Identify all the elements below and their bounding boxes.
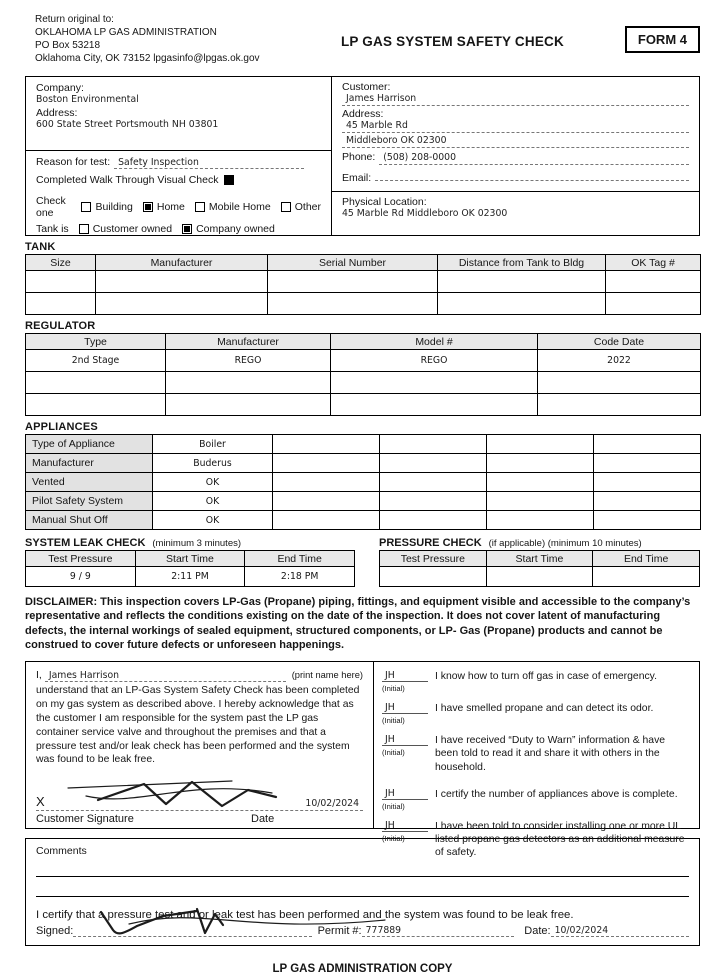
print-name-hint: (print name here) [291,670,363,681]
table-row [380,567,700,587]
table-cell[interactable] [273,492,380,511]
table-cell[interactable] [606,293,701,315]
acknowledgment-left [26,662,373,828]
option-label: Company owned [196,223,275,235]
table-cell[interactable] [26,394,166,416]
initial-hint: (Initial) [382,716,405,726]
initial-value[interactable]: JH [382,702,428,714]
comments-line[interactable] [36,896,689,897]
table-row [26,492,701,511]
appliances-section-label: APPLIANCES [25,421,98,433]
row-label: Vented [26,473,153,492]
table-cell[interactable]: Boiler [153,435,273,454]
row-label: Manual Shut Off [26,511,153,530]
table-cell[interactable] [486,567,593,587]
initial-item [382,820,689,860]
table-row [26,473,701,492]
checkbox-icon [195,202,205,212]
initial-item [382,788,689,812]
table-cell[interactable] [26,293,96,315]
date-label: Date [251,813,275,826]
option-label: Customer owned [92,223,173,235]
parties-box [25,76,700,236]
column-header: Serial Number [268,255,438,271]
table-cell[interactable] [380,511,487,530]
customer-column [331,77,699,235]
table-cell[interactable] [96,271,268,293]
tank-section-label: TANK [25,241,56,253]
return-address-line: OKLAHOMA LP GAS ADMINISTRATION [35,27,217,38]
table-cell[interactable] [594,473,701,492]
row-label: Type of Appliance [26,435,153,454]
table-row [26,435,701,454]
table-row [26,394,701,416]
pressure-check [379,537,700,587]
phone-value[interactable]: (508) 208-0000 [379,152,689,165]
pressure-check-table [379,550,700,587]
initial-statement: I have been told to consider installing one or more UL listed propane gas detectors as an additional measure of safety. [435,820,685,859]
option-label: Home [156,201,185,213]
physical-location [332,191,699,235]
initial-value[interactable]: JH [382,670,428,682]
table-cell[interactable] [606,271,701,293]
table-cell[interactable] [438,271,606,293]
table-cell[interactable] [538,394,701,416]
customer-address-label: Address: [342,108,384,120]
table-row [26,454,701,473]
bottom-date-label: Date: [524,925,551,938]
x-mark: X [36,794,45,810]
table-row [26,293,701,315]
form-number-badge: FORM 4 [625,26,700,53]
table-cell[interactable] [487,435,594,454]
checks-row [25,537,700,587]
inspector-signature-scribble [93,906,393,938]
return-address-line: Oklahoma City, OK 73152 lpgasinfo@lpgas.ok.gov [35,53,260,64]
initial-hint: (Initial) [382,684,405,694]
acknowledgment-body: understand that an LP-Gas System Safety Check has been completed on my gas system as described above. I hereby acknowledge that as the customer I am responsible for the system past the LP gas container service valve and throughout the premises and that a pressure test and/or leak check has been performed and the system was found to be leak free. [36,685,360,766]
table-cell[interactable] [380,435,487,454]
physical-location-label: Physical Location: [342,196,427,208]
table-row [26,271,701,293]
table-cell[interactable]: 2:18 PM [245,567,355,587]
table-cell[interactable] [594,454,701,473]
return-address [35,13,280,65]
table-cell[interactable] [487,511,594,530]
option-customer-owned[interactable] [79,223,172,235]
column-header: Test Pressure [26,551,136,567]
table-header-row [380,551,700,567]
inspector-signature-area[interactable] [73,925,311,937]
initial-statement: I have smelled propane and can detect its odor. [435,703,654,715]
regulator-table [25,333,701,416]
leak-check-subtitle: (minimum 3 minutes) [152,538,242,549]
option-home[interactable] [143,201,185,213]
company-address-label: Address: [36,107,78,119]
table-cell[interactable] [438,293,606,315]
column-header: Model # [331,334,538,350]
customer-signature-area[interactable] [36,779,363,811]
email-value[interactable] [375,168,689,181]
table-cell[interactable]: 2022 [538,350,701,372]
table-row [26,350,701,372]
signed-row [36,925,689,937]
physical-location-value[interactable]: 45 Marble Rd Middleboro OK 02300 [342,208,508,219]
table-cell[interactable]: 9 / 9 [26,567,136,587]
table-cell[interactable] [380,492,487,511]
table-cell[interactable]: Buderus [153,454,273,473]
initial-hint: (Initial) [382,748,405,758]
leak-check-table [25,550,355,587]
bottom-date-value[interactable]: 10/02/2024 [551,925,689,937]
column-header: Size [26,255,96,271]
walkthrough-checkbox[interactable] [224,175,234,185]
table-cell[interactable] [331,372,538,394]
column-header: Type [26,334,166,350]
column-header: Manufacturer [96,255,268,271]
pressure-check-title: PRESSURE CHECK [379,537,482,549]
table-cell[interactable] [380,454,487,473]
initial-item [382,670,689,694]
tank-table [25,254,701,315]
table-cell[interactable]: OK [153,511,273,530]
table-cell[interactable] [273,473,380,492]
leak-check-title: SYSTEM LEAK CHECK [25,537,146,549]
option-company-owned[interactable] [182,223,275,235]
table-cell[interactable] [380,567,487,587]
option-building[interactable] [81,201,132,213]
return-address-line: Return original to: [35,14,114,25]
customer-value[interactable]: James Harrison [342,93,689,106]
table-cell[interactable] [273,454,380,473]
company-address-value[interactable]: 600 State Street Portsmouth NH 03801 [36,119,219,130]
table-cell[interactable] [594,435,701,454]
column-header: OK Tag # [606,255,701,271]
option-label: Other [294,201,321,213]
column-header: Start Time [486,551,593,567]
row-label: Manufacturer [26,454,153,473]
table-row [26,511,701,530]
table-cell[interactable] [268,271,438,293]
pressure-check-subtitle: (if applicable) (minimum 10 minutes) [488,538,642,549]
permit-label: Permit #: [317,925,362,938]
column-header: Distance from Tank to Bldg [438,255,606,271]
initial-item [382,734,689,774]
column-header: End Time [245,551,355,567]
table-cell[interactable] [538,372,701,394]
table-row [26,372,701,394]
column-header: Code Date [538,334,701,350]
table-cell[interactable] [96,293,268,315]
table-cell[interactable] [26,271,96,293]
table-cell[interactable] [594,511,701,530]
initial-item [382,702,689,726]
table-cell[interactable] [273,435,380,454]
checkbox-icon [281,202,291,212]
table-cell[interactable] [26,372,166,394]
initial-hint: (Initial) [382,801,405,811]
initial-statement: I have received “Duty to Warn” information & have been told to read it and share it with others in the household. [435,735,666,773]
reason-for-test-value[interactable]: Safety Inspection [114,157,304,169]
table-cell[interactable]: 2:11 PM [135,567,245,587]
customer-address-line1[interactable]: 45 Marble Rd [342,120,689,133]
checkbox-icon [143,202,153,212]
phone-label: Phone: [342,151,376,163]
check-one-label: Check one [36,195,66,219]
option-label: Mobile Home [208,201,271,213]
return-address-line: PO Box 53218 [35,40,101,51]
column-header: End Time [593,551,700,567]
permit-value[interactable]: 777889 [362,925,515,937]
table-cell[interactable] [166,394,331,416]
table-row [26,567,355,587]
checkbox-icon [79,224,89,234]
table-cell[interactable] [487,492,594,511]
table-cell[interactable] [487,454,594,473]
checkbox-icon [81,202,91,212]
table-cell[interactable]: OK [153,473,273,492]
acknowledgment-initials [373,662,699,859]
table-cell[interactable]: OK [153,492,273,511]
column-header: Start Time [135,551,245,567]
option-other[interactable] [281,201,321,213]
option-label: Building [95,201,133,213]
table-cell[interactable]: REGO [331,350,538,372]
regulator-header-row [26,334,701,350]
table-cell[interactable] [331,394,538,416]
row-label: Pilot Safety System [26,492,153,511]
table-cell[interactable]: REGO [166,350,331,372]
table-cell[interactable] [268,293,438,315]
walkthrough-label: Completed Walk Through Visual Check [36,174,219,186]
footer-copy-label: LP GAS ADMINISTRATION COPY [272,963,453,975]
table-cell[interactable] [487,473,594,492]
company-label: Company: [36,82,84,94]
customer-info [332,77,699,191]
company-value[interactable]: Boston Environmental [36,94,139,105]
regulator-section-label: REGULATOR [25,320,96,332]
appliances-table [25,434,701,530]
initial-value[interactable]: JH [382,820,428,832]
comments-label: Comments [36,845,87,858]
table-cell[interactable]: 2nd Stage [26,350,166,372]
option-mobile-home[interactable] [195,201,271,213]
checkbox-icon [182,224,192,234]
test-info [26,150,331,235]
certify-statement: I certify that a pressure test and or leak test has been performed and the system was found to be leak free. [36,909,574,922]
email-label: Email: [342,172,372,184]
initial-hint: (Initial) [382,833,405,843]
table-cell[interactable] [273,511,380,530]
form-title: LP GAS SYSTEM SAFETY CHECK [340,34,564,49]
initial-statement: I know how to turn off gas in case of emergency. [435,671,657,683]
company-column [26,77,331,235]
table-cell[interactable] [380,473,487,492]
signed-label: Signed: [36,925,74,938]
column-header: Test Pressure [380,551,487,567]
initial-value[interactable]: JH [382,788,428,800]
column-header: Manufacturer [166,334,331,350]
company-info [26,77,331,150]
customer-label: Customer: [342,81,391,93]
table-header-row [26,551,355,567]
customer-signature-label: Customer Signature [36,813,134,826]
i-label: I, [36,669,42,682]
disclaimer-text: DISCLAIMER: This inspection covers LP-Gas (Propane) piping, fittings, and equipment visible and accessible to the company’s representative and reflects the conditions existing on the date of the inspection. It does not cover latent of manufacturing defects, the internal workings of sealed equipment, structured components, or LP- Gas (Propane) products and cannot be construed to cover future defects or unforeseen happenings. [25,596,691,651]
table-cell[interactable] [593,567,700,587]
table-cell[interactable] [594,492,701,511]
customer-signature-date-value[interactable]: 10/02/2024 [305,798,359,810]
print-name-value[interactable]: James Harrison [45,670,286,682]
comments-line[interactable] [36,876,689,877]
customer-address-line2[interactable]: Middleboro OK 02300 [342,135,689,148]
header [0,0,725,65]
tank-is-label: Tank is [36,223,69,235]
system-leak-check [25,537,355,587]
reason-for-test-label: Reason for test: [36,156,111,168]
initial-statement: I certify the number of appliances above is complete. [435,788,678,800]
tank-header-row [26,255,701,271]
initial-value[interactable]: JH [382,734,428,746]
customer-signature-scribble [64,776,304,812]
table-cell[interactable] [166,372,331,394]
